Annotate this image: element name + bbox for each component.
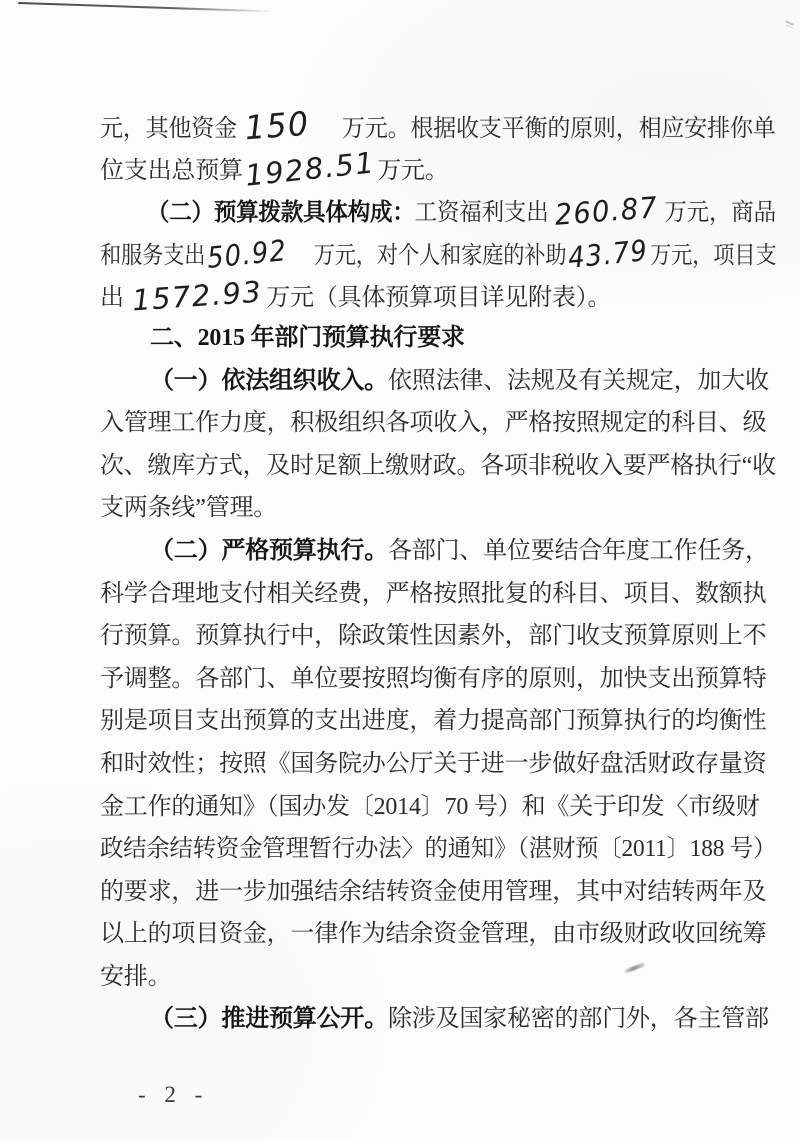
handwritten-number: 150 (243, 103, 311, 148)
scan-artifact-corner-mark (785, 20, 794, 25)
text-line (100, 317, 776, 360)
text-line (100, 998, 776, 1041)
text-line (100, 530, 776, 573)
print-text: 万元。 (377, 157, 449, 184)
text-line (100, 144, 776, 193)
print-text: 和时效性；按照《国务院办公厅关于进一步做好盘活财政存量资 (100, 750, 767, 777)
print-text: 以上的项目资金，一律作为结余资金管理，由市级财政收回统筹 (100, 921, 767, 948)
print-text-bold: （二）严格预算执行。 (150, 537, 388, 564)
scan-artifact-edge-line (18, 2, 274, 13)
print-text: 入管理工作力度，积极组织各项收入，严格按照规定的科目、级 (100, 410, 767, 437)
print-text: 支两条线”管理。 (100, 495, 278, 522)
print-text: 金工作的通知》（国办发〔2014〕70 号）和《关于印发〈市级财 (100, 793, 760, 820)
text-line (100, 189, 776, 233)
text-line (100, 232, 777, 275)
text-line (100, 487, 776, 530)
print-text: 工资福利支出 (414, 200, 549, 227)
print-text: 元，其他资金 (100, 116, 237, 142)
print-text: 依照法律、法规及有关规定，加大收 (388, 367, 769, 394)
print-text: 予调整。各部门、单位要按照均衡有序的原则，加快支出预算特 (100, 665, 767, 692)
text-line (100, 360, 776, 403)
print-text: 万元，项目支 (650, 242, 777, 269)
handwritten-number: 43.79 (567, 232, 650, 275)
handwritten-number: 260.87 (554, 190, 660, 233)
text-line (100, 786, 776, 829)
print-text: 万元，商品 (664, 200, 776, 227)
print-text: 出 (100, 285, 124, 312)
text-line (100, 573, 776, 616)
print-text: 次、缴库方式，及时足额上缴财政。各项非税收入要严格执行“收 (100, 452, 776, 479)
print-text: 政结余结转资金管理暂行办法〉的通知》（湛财预〔2011〕188 号） (100, 836, 777, 863)
text-line (100, 913, 776, 956)
print-text-bold: （三）推进预算公开。 (150, 1006, 388, 1033)
print-text: 万元（具体预算项目详见附表）。 (266, 285, 612, 312)
print-text: 和服务支出 (100, 242, 206, 269)
text-line (100, 700, 776, 743)
print-text: 的要求，进一步加强结余结转资金使用管理，其中对结转两年及 (100, 878, 767, 905)
print-text: 位支出总预算 (100, 157, 243, 184)
page-number: - 2 - (138, 1082, 205, 1107)
print-text-bold: （一）依法组织收入。 (150, 367, 388, 394)
handwritten-number: 1928.51 (243, 144, 377, 193)
text-line (100, 828, 777, 871)
handwritten-number: 1572.93 (130, 274, 264, 318)
print-text-bold: 二、2015 年部门预算执行要求 (150, 324, 465, 351)
text-line (100, 615, 776, 658)
print-text: 除涉及国家秘密的部门外，各主管部 (388, 1006, 769, 1033)
print-text: 科学合理地支付相关经费，严格按照批复的科目、项目、数额执 (100, 580, 767, 607)
print-text: 万元。根据收支平衡的原则，相应安排你单 (341, 116, 776, 142)
print-text: 万元，对个人和家庭的补助 (313, 242, 567, 269)
text-line (100, 274, 776, 317)
text-line (100, 956, 776, 999)
handwritten-number: 50.92 (205, 232, 289, 275)
document-body (100, 104, 776, 1041)
text-line (100, 743, 776, 786)
text-line (100, 103, 776, 148)
print-text: 别是项目支出预算的支出进度，着力提高部门预算执行的均衡性 (100, 708, 767, 735)
text-line (100, 402, 776, 445)
text-line (100, 871, 776, 914)
text-line (100, 445, 775, 488)
print-text: 安排。 (100, 963, 172, 990)
print-text-bold: （二）预算拨款具体构成： (146, 200, 415, 227)
print-text: 行预算。预算执行中，除政策性因素外，部门收支预算原则上不 (100, 623, 767, 650)
print-text: 各部门、单位要结合年度工作任务， (388, 537, 769, 564)
text-line (100, 658, 776, 701)
